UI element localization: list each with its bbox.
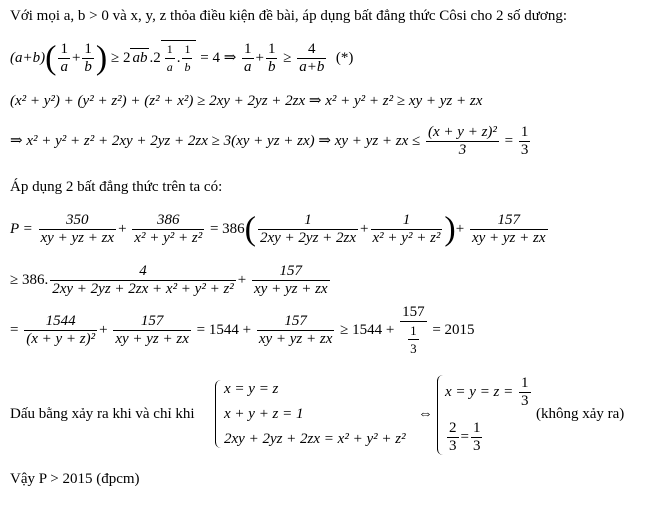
sum-squares-inequality: (x² + y²) + (y² + z²) + (z² + x²) ≥ 2xy + 2yz + 2zx ⇒ x² + y² + z² ≥ xy + yz + zx: [10, 93, 483, 109]
cauchy-inequality: (a+b)( $\frac{1}{a}$ + $\frac{1}{b}$ ) ≥ 2 ab .2 $\frac{1}{a}$ . $\frac{1}{b}$ = 4 ⇒ $\frac{1}{a}$ + $\frac{1}{b}$ ≥ $\frac{4}{a+b}$ (*): [10, 39, 354, 77]
p-lower-bound: ≥ 386. $\frac{4}{\text{2xy + 2yz + 2zx + x² + y² + z²}}$ + $\frac{157}{xy + yz + zx}$: [10, 263, 328, 297]
equality-label: Dấu bằng xảy ra khi và chỉ khi: [10, 406, 195, 422]
system2-eq-1: x = y = z = $\frac{1}{3}$: [445, 375, 529, 409]
conclusion-text: Vậy P > 2015 (đpcm): [10, 471, 140, 487]
system-eq-1: x = y = z: [224, 381, 279, 397]
system-brace-right: [437, 375, 444, 455]
system-eq-2: x + y + z = 1: [224, 406, 304, 422]
apply-text: Áp dụng 2 bất đẳng thức trên ta có:: [10, 179, 223, 195]
system-eq-3: 2xy + 2yz + 2zx = x² + y² + z²: [224, 431, 406, 447]
system-brace-left: [215, 380, 222, 448]
p-final-bound: = $\frac{1544}{\text{(x + y + z)²}}$ + $\frac{157}{xy + yz + zx}$ = 1544 + $\frac{157}{xy + yz + zx}$ ≥ 1544 + $\frac{157}{\frac{1}{3}}$ = 2015: [10, 304, 475, 356]
intro-text: Với mọi a, b > 0 và x, y, z thỏa điều kiện đề bài, áp dụng bất đẳng thức Côsi cho 2 số dương:: [10, 8, 568, 24]
not-occur-note: (không xảy ra): [536, 406, 625, 422]
p-expression: P = $\frac{350}{xy + yz + zx}$ + $\frac{386}{\text{x² + y² + z²}}$ = 386( $\frac{1}{2xy + 2yz + 2zx}$ + $\frac{1}{\text{x² + y² + z²}}$ )+ $\frac{157}{xy + yz + zx}$: [10, 210, 546, 248]
sum-bound-inequality: ⇒ x² + y² + z² + 2xy + 2yz + 2zx ≥ 3(xy + yz + zx) ⇒ xy + yz + zx ≤ $\frac{\text{(x + y + z)²}}{3}$ = $\frac{1}{3}$: [10, 124, 529, 158]
system2-eq-2: $\frac{2}{3}$ = $\frac{1}{3}$: [449, 420, 481, 454]
iff-symbol: ⇔: [418, 406, 433, 422]
